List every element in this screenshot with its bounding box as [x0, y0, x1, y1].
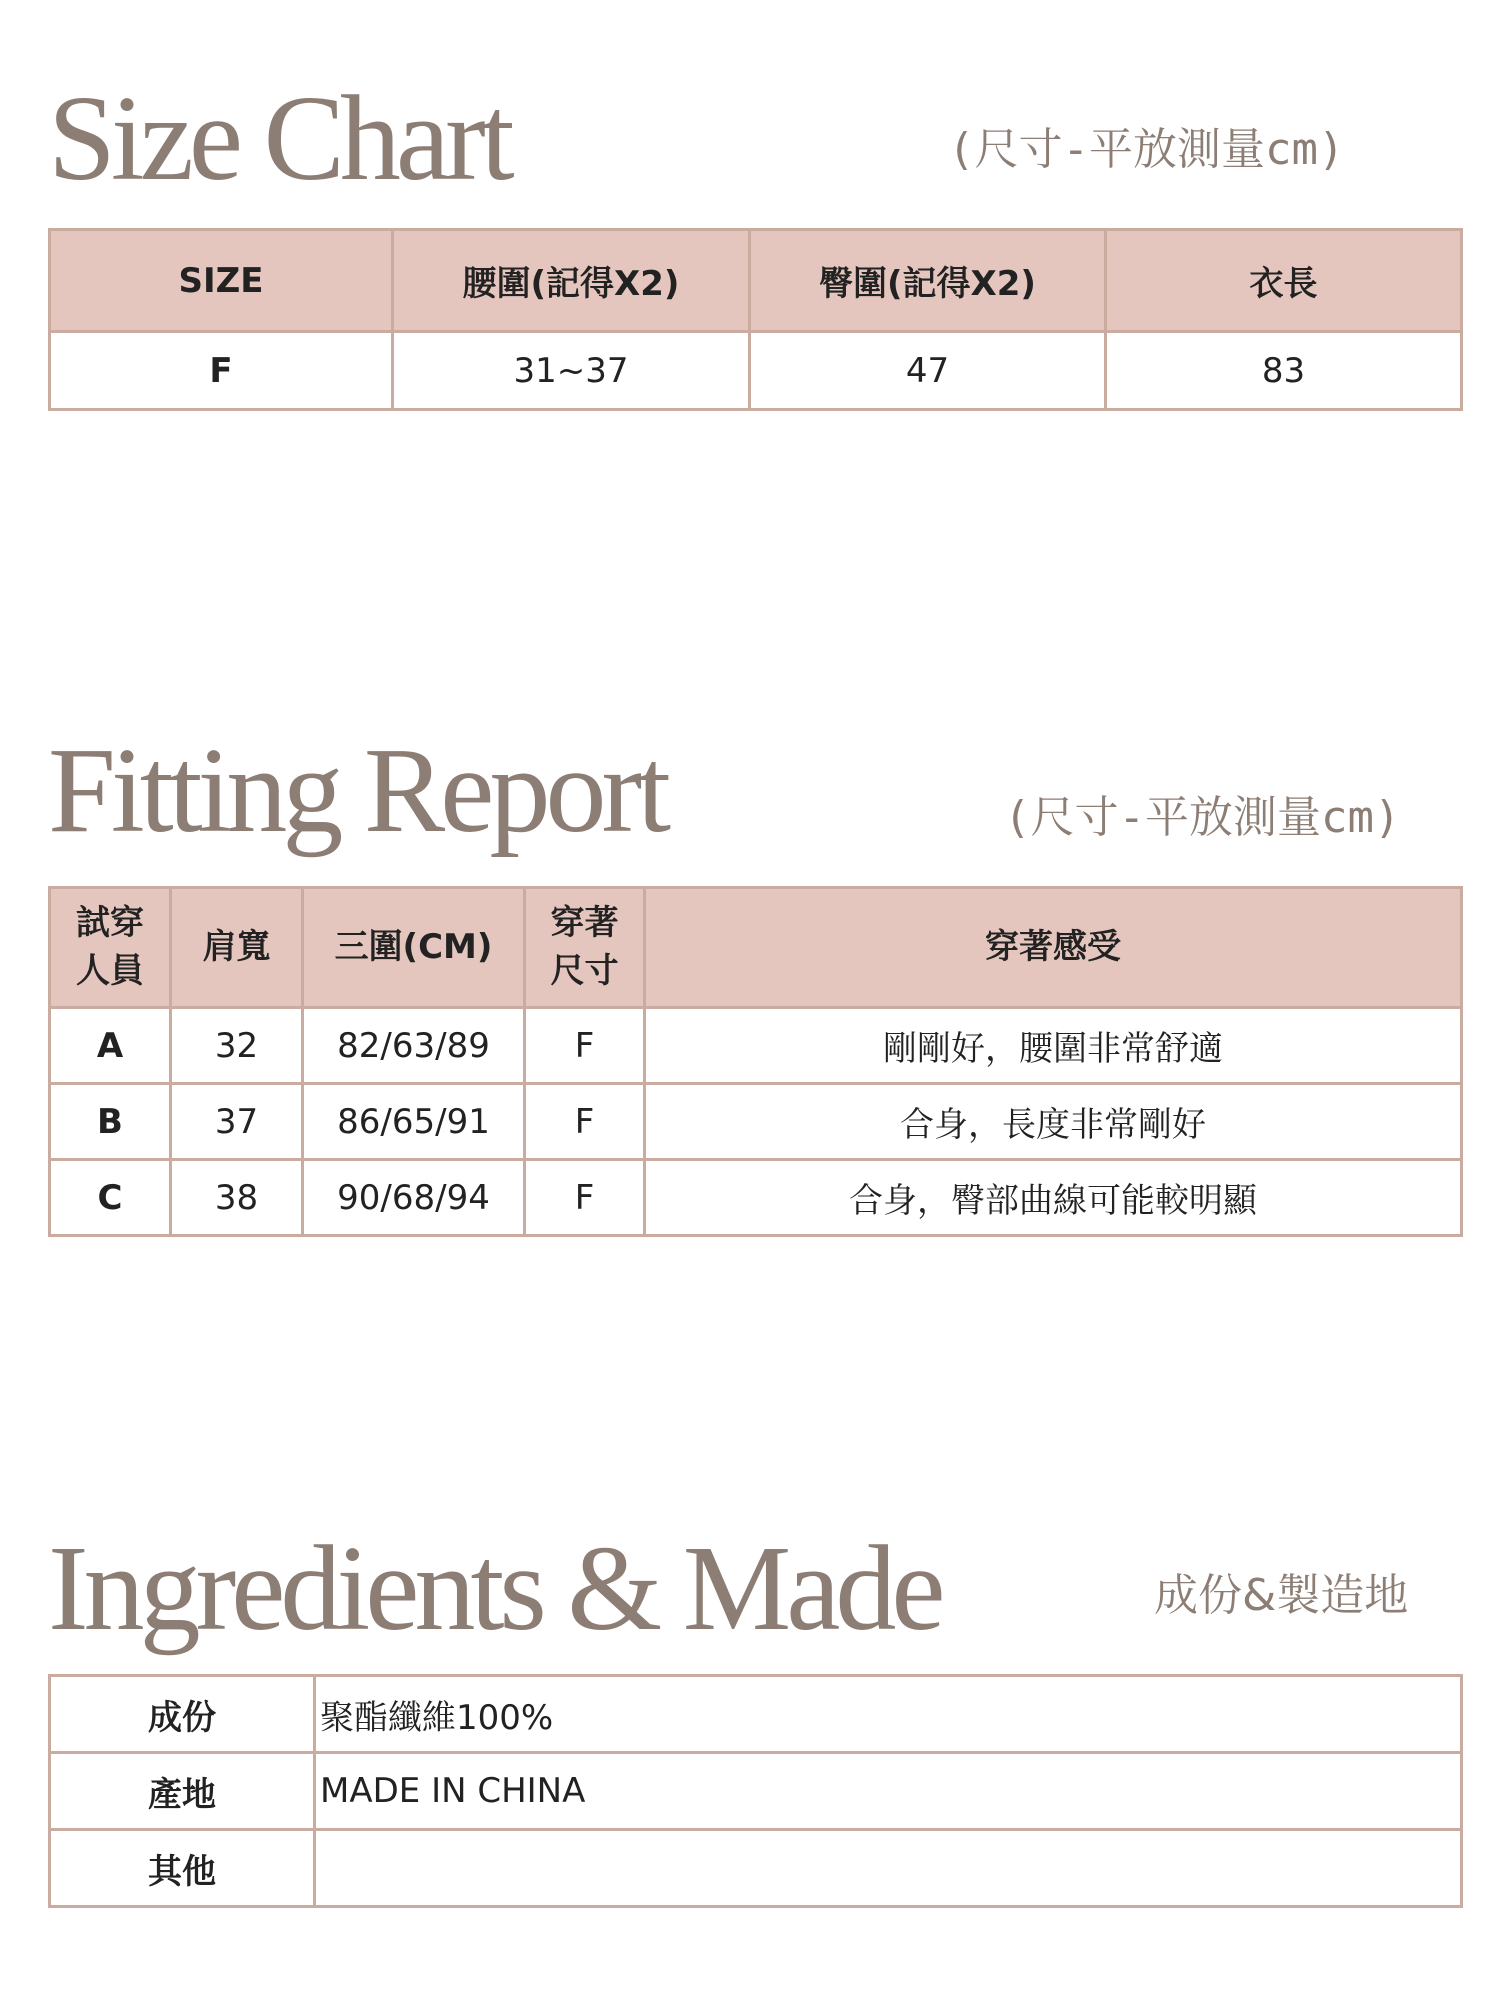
fitting-report-cell: 86/65/91	[303, 1084, 525, 1160]
table-row	[50, 1084, 1462, 1160]
fitting-report-cell: A	[50, 1008, 171, 1084]
fitting-report-cell: F	[525, 1008, 645, 1084]
fitting-report-table	[48, 886, 1463, 1237]
fitting-report-cell: 32	[171, 1008, 303, 1084]
ingredients-note: 成份&製造地	[1154, 1570, 1409, 1621]
table-row	[50, 1160, 1462, 1236]
fitting-report-header: 三圍(CM)	[303, 888, 525, 1008]
fitting-report-cell: 82/63/89	[303, 1008, 525, 1084]
fitting-report-cell: 37	[171, 1084, 303, 1160]
ingredients-value: 聚酯纖維100%	[315, 1676, 1462, 1753]
ingredients-label: 其他	[50, 1830, 315, 1907]
ingredients-label: 產地	[50, 1753, 315, 1830]
fitting-report-cell: B	[50, 1084, 171, 1160]
size-chart-note: (尺寸-平放測量cm)	[948, 124, 1345, 175]
table-row	[50, 1830, 1462, 1907]
fitting-report-header-row	[50, 888, 1462, 1008]
fitting-report-header: 肩寬	[171, 888, 303, 1008]
fitting-report-cell: 90/68/94	[303, 1160, 525, 1236]
table-row	[50, 1676, 1462, 1753]
size-chart-header-row	[50, 230, 1462, 332]
size-chart-header: 腰圍(記得X2)	[393, 230, 750, 332]
table-row	[50, 1753, 1462, 1830]
size-chart-cell: 83	[1106, 332, 1462, 410]
size-chart-cell: 31~37	[393, 332, 750, 410]
fitting-report-cell: 38	[171, 1160, 303, 1236]
size-chart-cell: 47	[750, 332, 1106, 410]
size-chart-table	[48, 228, 1463, 411]
fitting-report-header: 穿著 尺寸	[525, 888, 645, 1008]
ingredients-label: 成份	[50, 1676, 315, 1753]
fitting-report-title: Fitting Report	[48, 723, 666, 858]
table-row	[50, 332, 1462, 410]
fitting-report-cell: C	[50, 1160, 171, 1236]
ingredients-table	[48, 1674, 1463, 1908]
size-chart-header: 臀圍(記得X2)	[750, 230, 1106, 332]
fitting-report-header: 穿著感受	[645, 888, 1462, 1008]
size-chart-header: 衣長	[1106, 230, 1462, 332]
size-chart-title: Size Chart	[48, 71, 510, 206]
ingredients-value: MADE IN CHINA	[315, 1753, 1462, 1830]
ingredients-title: Ingredients & Made	[48, 1521, 941, 1656]
fitting-report-cell: 合身，臀部曲線可能較明顯	[645, 1160, 1462, 1236]
ingredients-value	[315, 1830, 1462, 1907]
fitting-report-header: 試穿 人員	[50, 888, 171, 1008]
table-row	[50, 1008, 1462, 1084]
fitting-report-cell: F	[525, 1160, 645, 1236]
size-chart-cell: F	[50, 332, 393, 410]
fitting-report-cell: 合身，長度非常剛好	[645, 1084, 1462, 1160]
fitting-report-cell: F	[525, 1084, 645, 1160]
fitting-report-cell: 剛剛好，腰圍非常舒適	[645, 1008, 1462, 1084]
size-chart-header: SIZE	[50, 230, 393, 332]
fitting-report-note: (尺寸-平放測量cm)	[1004, 792, 1401, 843]
